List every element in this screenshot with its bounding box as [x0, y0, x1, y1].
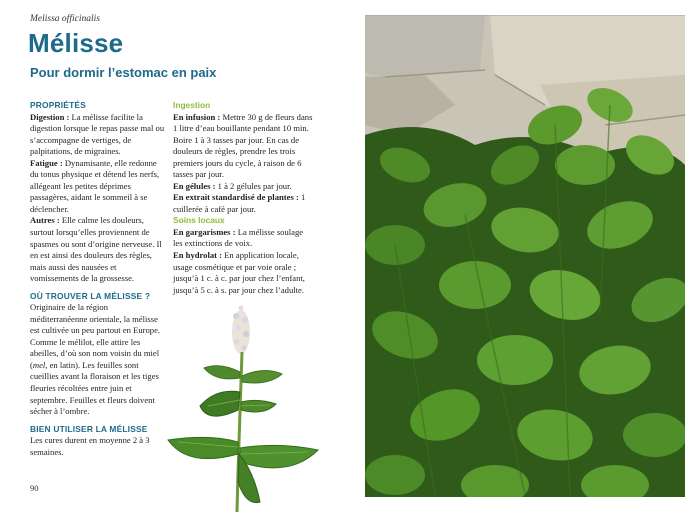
- digestion-paragraph: [30, 112, 166, 158]
- trouver-paragraph: [30, 302, 166, 417]
- autres-label: Autres :: [30, 215, 60, 226]
- fatigue-text: Dynamisante, elle redonne du tonus physique et détend les nerfs, allégeant les petites déprimes passagères, aidant le sommeil à se déclencher.: [30, 157, 160, 214]
- digestion-text: La mélisse facilite la digestion lorsque le repas passe mal ou s’accompagne de vertiges, de palpitations, de migraines.: [30, 111, 165, 157]
- left-column: [30, 100, 166, 458]
- soins-heading: Soins locaux: [173, 215, 225, 226]
- melissa-photo: [365, 15, 685, 497]
- digestion-label: Digestion :: [30, 111, 70, 122]
- extrait-paragraph: [173, 192, 313, 215]
- hydrolat-paragraph: [173, 250, 313, 296]
- gargarismes-paragraph: [173, 227, 313, 250]
- hydrolat-label: En hydrolat :: [173, 250, 223, 261]
- right-column: [173, 100, 313, 296]
- fatigue-paragraph: [30, 158, 166, 216]
- page-title: Mélisse: [28, 28, 124, 58]
- proprietes-heading: PROPRIÉTÉS: [30, 100, 86, 110]
- melissa-plant-illustration: [158, 292, 328, 512]
- page-number: 90: [30, 483, 39, 493]
- ingestion-heading: Ingestion: [173, 100, 211, 110]
- utiliser-paragraph: Les cures durent en moyenne 2 à 3 semaines.: [30, 435, 150, 457]
- gelules-text: 1 à 2 gélules par jour.: [215, 180, 292, 191]
- gargarismes-text: La mélisse soulage les extinctions de voix.: [173, 226, 304, 249]
- infusion-paragraph: [173, 112, 313, 181]
- extrait-text: 1 cuillerée à café par jour.: [173, 192, 306, 214]
- gelules-label: En gélules :: [173, 180, 216, 191]
- trouver-heading: OÙ TROUVER LA MÉLISSE ?: [30, 290, 151, 301]
- latin-name: Melissa officinalis: [30, 14, 100, 24]
- fatigue-label: Fatigue :: [30, 157, 63, 168]
- autres-text: Elle calme les douleurs, surtout lorsqu’elles proviennent de spasmes ou sont d’origine nerveuse. Il en est ainsi des douleurs des règles, mais aussi des nausées et vomissements de la grossesse.: [30, 215, 162, 284]
- infusion-text: Mettre 30 g de fleurs dans 1 litre d’eau bouillante pendant 10 min. Boire 1 à 3 tasses par jour. En cas de douleurs de règles, prendre les trois premiers jours du cycle, à raison de 6 tasses par jour.: [173, 111, 313, 180]
- gargarismes-label: En gargarismes :: [173, 226, 236, 237]
- page-subtitle: Pour dormir l’estomac en paix: [30, 65, 217, 80]
- gelules-paragraph: [173, 181, 313, 193]
- trouver-text-italic: mel: [32, 359, 46, 370]
- trouver-text-1: Originaire de la région méditerranéenne orientale, la mélisse est cultivée un peu partout en Europe. Comme le mélilot, elle attire les abeilles, d’où son nom voisin du miel (: [30, 302, 161, 370]
- utiliser-heading: BIEN UTILISER LA MÉLISSE: [30, 423, 148, 434]
- infusion-label: En infusion :: [173, 111, 221, 122]
- autres-paragraph: [30, 215, 166, 284]
- flower-spike-icon: [232, 306, 250, 355]
- hydrolat-text: En application locale, usage cosmétique et par voie orale ; jusqu’à 1 c. à c. par jour chez l’enfant, jusqu’à 5 c. à s. par jour chez l’adulte.: [173, 250, 305, 295]
- trouver-text-2: , en latin). Les feuilles sont cueillies avant la floraison et les tiges fleuries récoltées entre juin et septembre. Feuilles et fleurs doivent sécher à l’ombre.: [30, 359, 159, 417]
- extrait-label: En extrait standardisé de plantes :: [173, 192, 299, 203]
